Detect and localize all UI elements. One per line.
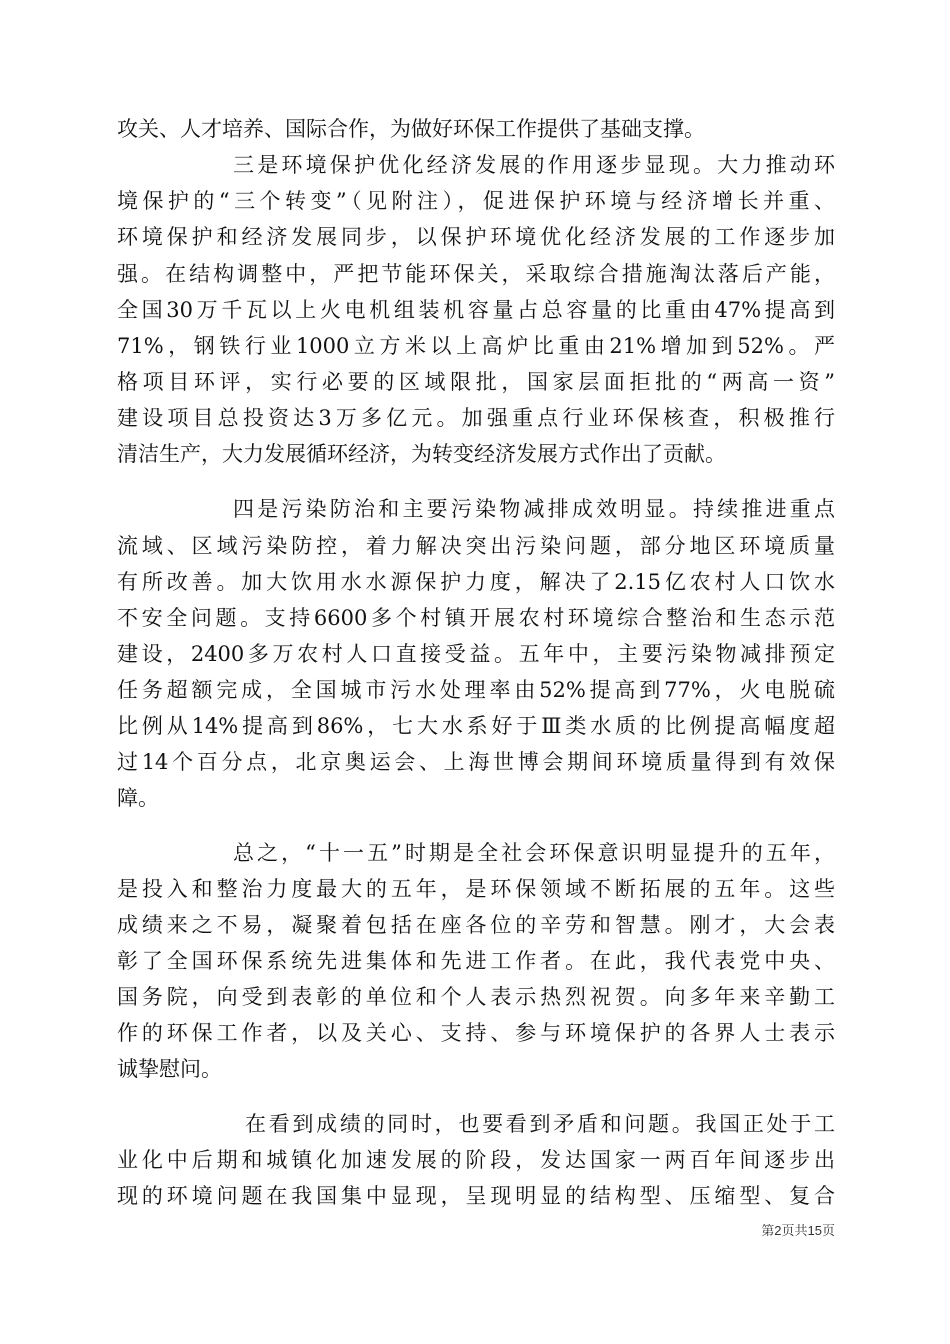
text-line: 四是污染防治和主要污染物减排成效明显。持续推进重点 bbox=[233, 497, 835, 521]
text-line: 过14个百分点，北京奥运会、上海世博会期间环境质量得到有效保 bbox=[117, 750, 835, 774]
text-line: 比例从14%提高到86%，七大水系好于Ⅲ类水质的比例提高幅度超 bbox=[117, 714, 835, 738]
text-line: 现的环境问题在我国集中显现，呈现明显的结构型、压缩型、复合 bbox=[117, 1184, 835, 1208]
text-line: 是投入和整治力度最大的五年，是环保领域不断拓展的五年。这些 bbox=[117, 877, 835, 901]
text-line: 彰了全国环保系统先进集体和先进工作者。在此，我代表党中央、 bbox=[117, 949, 835, 973]
text-line: 建设项目总投资达3万多亿元。加强重点行业环保核查，积极推行 bbox=[117, 406, 835, 430]
text-line: 全国30万千瓦以上火电机组装机容量占总容量的比重由47%提高到 bbox=[117, 298, 835, 322]
text-line: 任务超额完成，全国城市污水处理率由52%提高到77%，火电脱硫 bbox=[117, 678, 835, 702]
text-line: 诚挚慰问。 bbox=[117, 1057, 222, 1081]
text-line: 三是环境保护优化经济发展的作用逐步显现。大力推动环 bbox=[233, 153, 835, 177]
page-number: 第2页共15页 bbox=[761, 1223, 835, 1238]
text-line: 国务院，向受到表彰的单位和个人表示热烈祝贺。向多年来辛勤工 bbox=[117, 985, 835, 1009]
text-line: 业化中后期和城镇化加速发展的阶段，发达国家一两百年间逐步出 bbox=[117, 1148, 835, 1172]
text-line: 境保护的“三个转变”（见附注），促进保护环境与经济增长并重、 bbox=[117, 189, 835, 213]
text-line: 建设，2400多万农村人口直接受益。五年中，主要污染物减排预定 bbox=[117, 642, 835, 666]
text-line: 攻关、人才培养、国际合作，为做好环保工作提供了基础支撑。 bbox=[117, 117, 705, 141]
text-line: 清洁生产，大力发展循环经济，为转变经济发展方式作出了贡献。 bbox=[117, 442, 726, 466]
text-line: 有所改善。加大饮用水水源保护力度，解决了2.15亿农村人口饮水 bbox=[117, 570, 835, 594]
text-line: 流域、区域污染防控，着力解决突出污染问题，部分地区环境质量 bbox=[117, 534, 835, 558]
text-line: 71%，钢铁行业1000立方米以上高炉比重由21%增加到52%。严 bbox=[117, 334, 835, 358]
text-line: 在看到成绩的同时，也要看到矛盾和问题。我国正处于工 bbox=[245, 1112, 835, 1136]
text-line: 环境保护和经济发展同步，以保护环境优化经济发展的工作逐步加 bbox=[117, 225, 835, 249]
text-line: 总之，“十一五”时期是全社会环保意识明显提升的五年， bbox=[233, 841, 835, 865]
text-line: 不安全问题。支持6600多个村镇开展农村环境综合整治和生态示范 bbox=[117, 606, 835, 630]
text-line: 成绩来之不易，凝聚着包括在座各位的辛劳和智慧。刚才，大会表 bbox=[117, 913, 835, 937]
text-line: 格项目环评，实行必要的区域限批，国家层面拒批的“两高一资” bbox=[117, 370, 835, 394]
text-line: 强。在结构调整中，严把节能环保关，采取综合措施淘汰落后产能， bbox=[117, 262, 835, 286]
text-line: 作的环保工作者，以及关心、支持、参与环境保护的各界人士表示 bbox=[117, 1021, 835, 1045]
text-line: 障。 bbox=[117, 786, 159, 810]
